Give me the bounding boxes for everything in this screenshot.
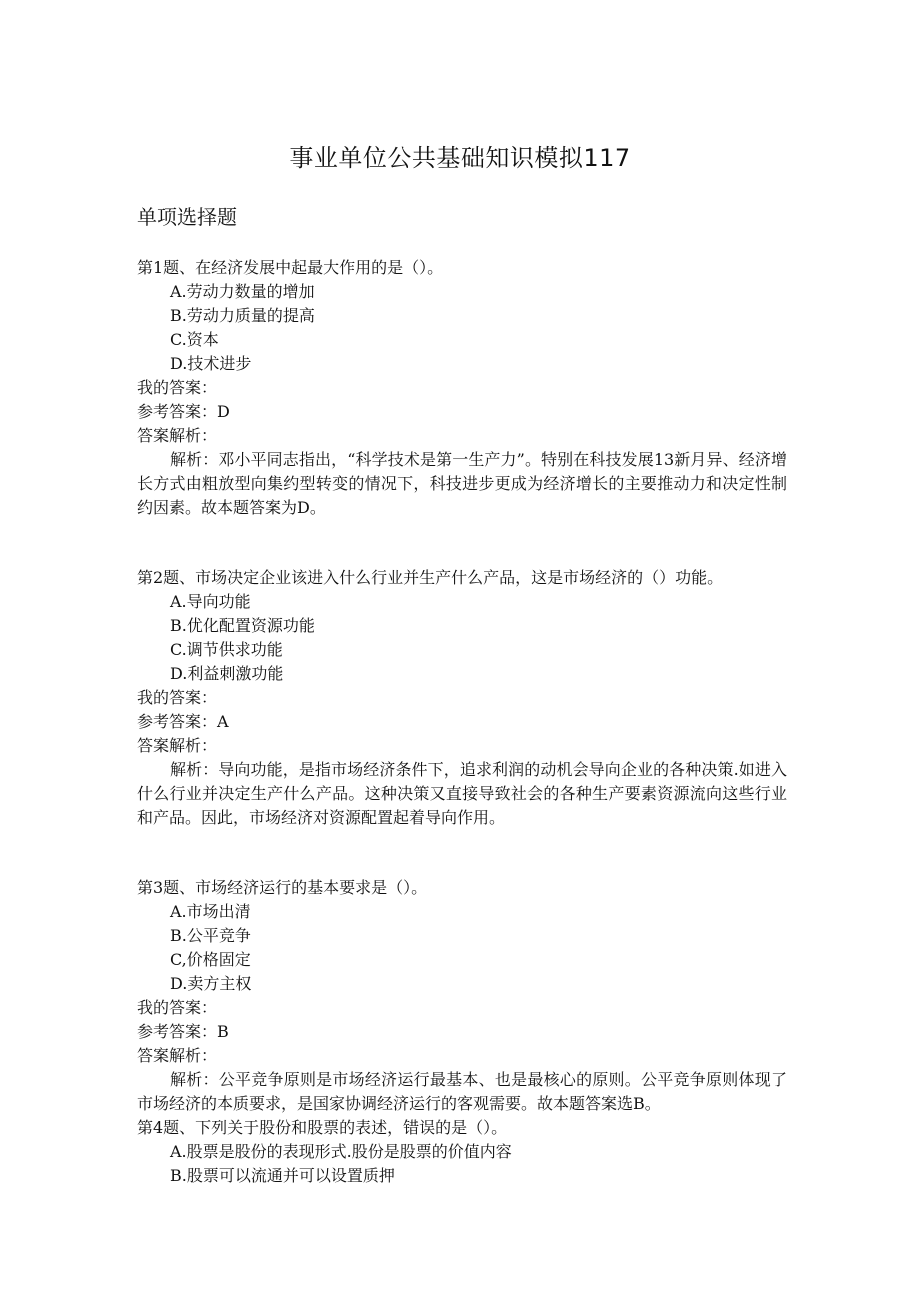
question-3-stem: 第3题、市场经济运行的基本要求是（）。 (137, 878, 428, 897)
question-2-option-b: B.优化配置资源功能 (170, 616, 315, 635)
question-1-reference-answer: 参考答案：D (137, 402, 230, 421)
question-3-analysis: 解析：公平竞争原则是市场经济运行最基本、也是最核心的原则。公平竞争原则体现了市场经济的本质要求，是国家协调经济运行的客观需要。故本题答案选B。 (137, 1070, 787, 1113)
question-3-reference-answer: 参考答案：B (137, 1022, 229, 1041)
question-2-analysis-label: 答案解析： (137, 736, 218, 755)
question-1-my-answer: 我的答案： (137, 378, 218, 397)
question-1-option-d: D.技术进步 (170, 354, 252, 373)
question-2-option-c: C.调节供求功能 (170, 640, 283, 659)
question-3-option-c: C,价格固定 (170, 950, 251, 969)
question-4-option-b: B.股票可以流通并可以设置质押 (170, 1166, 395, 1185)
question-3-option-a: A.市场出清 (170, 902, 251, 921)
question-3-option-d: D.卖方主权 (170, 974, 252, 993)
question-2-option-d: D.利益刺激功能 (170, 664, 284, 683)
question-2-stem: 第2题、市场决定企业该进入什么行业并生产什么产品，这是市场经济的（）功能。 (137, 568, 724, 587)
question-1-analysis: 解析：邓小平同志指出，“科学技术是第一生产力”。特别在科技发展13新月异、经济增长方式由粗放型向集约型转变的情况下，科技进步更成为经济增长的主要推动力和决定性制约因素。故本题答案为D。 (137, 450, 787, 517)
question-2-analysis: 解析：导向功能，是指市场经济条件下，追求利润的动机会导向企业的各种决策.如进入什么行业并决定生产什么产品。这种决策又直接导致社会的各种生产要素资源流向这些行业和产品。因此，市场经济对资源配置起着导向作用。 (137, 760, 787, 827)
question-1-option-a: A.劳动力数量的增加 (170, 282, 315, 301)
question-3-option-b: B.公平竞争 (170, 926, 251, 945)
question-1-analysis-label: 答案解析： (137, 426, 218, 445)
question-4-stem: 第4题、下列关于股份和股票的表述，错误的是（）。 (137, 1118, 508, 1137)
question-2-reference-answer: 参考答案：A (137, 712, 229, 731)
question-1-stem: 第1题、在经济发展中起最大作用的是（）。 (137, 258, 444, 277)
question-3-analysis-label: 答案解析： (137, 1046, 218, 1065)
question-4-option-a: A.股票是股份的表现形式.股份是股票的价值内容 (170, 1142, 512, 1161)
question-1-option-b: B.劳动力质量的提高 (170, 306, 315, 325)
question-2-option-a: A.导向功能 (170, 592, 251, 611)
question-3-my-answer: 我的答案： (137, 998, 218, 1017)
question-1-option-c: C.资本 (170, 330, 219, 349)
document-title: 事业单位公共基础知识模拟117 (289, 144, 631, 172)
section-title: 单项选择题 (137, 205, 237, 229)
question-2-my-answer: 我的答案： (137, 688, 218, 707)
